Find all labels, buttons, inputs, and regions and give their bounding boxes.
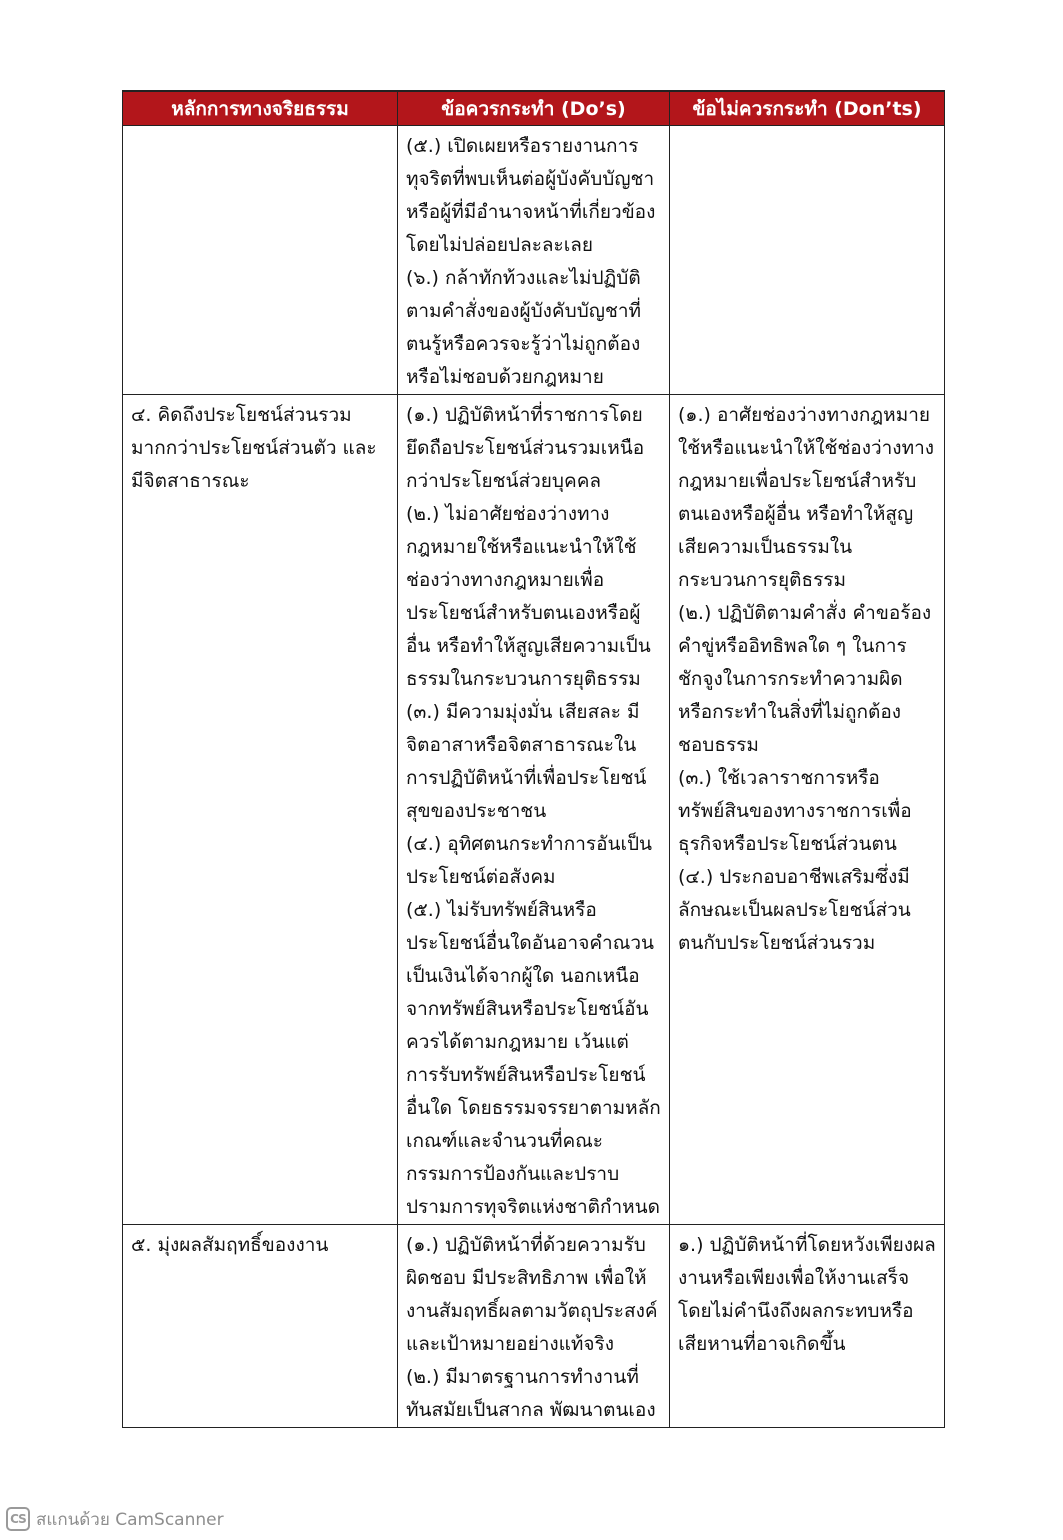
dos-item: (๓.) มีความมุ่งมั่น เสียสละ มีจิตอาสาหรือจิตสาธารณะในการปฏิบัติหน้าที่เพื่อประโยชน์สุขของประชาชน (406, 701, 647, 822)
camscanner-logo-icon: CS (6, 1507, 30, 1531)
donts-item: (๑.) อาศัยช่องว่างทางกฎหมายใช้หรือแนะนำให้ใช้ช่องว่างทางกฎหมายเพื่อประโยชน์สำหรับตนเองหรือผู้อื่น หรือทำให้สูญเสียความเป็นธรรมในกระบวนการยุติธรรม (678, 404, 935, 591)
table-row (123, 1225, 945, 1428)
dos-cell (398, 395, 670, 1225)
donts-cell (670, 395, 945, 1225)
donts-item: (๒.) ปฏิบัติตามคำสั่ง คำขอร้อง คำขู่หรืออิทธิพลใด ๆ ในการชักจูงในการกระทำความผิดหรือกระทำในสิ่งที่ไม่ถูกต้องชอบธรรม (678, 602, 932, 756)
dos-item: (๕.) ไม่รับทรัพย์สินหรือประโยชน์อื่นใดอันอาจคำณวนเป็นเงินได้จากผู้ใด นอกเหนือจากทรัพย์สินหรือประโยชน์อันควรได้ตามกฎหมาย เว้นแต่การรับทรัพย์สินหรือประโยชน์อื่นใด โดยธรรมจรรยาตามหลักเกณฑ์และจำนวนที่คณะกรรมการป้องกันและปราบปรามการทุจริตแห่งชาติกำหนด (406, 899, 661, 1218)
header-principle: หลักการทางจริยธรรม (123, 91, 398, 126)
watermark-text: สแกนด้วย CamScanner (36, 1509, 224, 1530)
dos-cell (398, 1225, 670, 1428)
donts-item: (๓.) ใช้เวลาราชการหรือทรัพย์สินของทางราชการเพื่อธุรกิจหรือประโยชน์ส่วนตน (678, 767, 912, 855)
dos-item: (๖.) กล้าทักท้วงและไม่ปฏิบัติตามคำสั่งของผู้บังคับบัญชาที่ตนรู้หรือควรจะรู้ว่าไม่ถูกต้อง หรือไม่ชอบด้วยกฎหมาย (406, 267, 642, 388)
dos-item: (๔.) อุทิศตนกระทำการอันเป็นประโยชน์ต่อสังคม (406, 833, 653, 888)
principle-cell (123, 126, 398, 395)
dos-item: (๑.) ปฏิบัติหน้าที่ด้วยความรับผิดชอบ มีประสิทธิภาพ เพื่อให้งานสัมฤทธิ์ผลตามวัตถุประสงค์และเป้าหมายอย่างแท้จริง (406, 1234, 658, 1355)
dos-item: (๕.) เปิดเผยหรือรายงานการทุจริตที่พบเห็นต่อผู้บังคับบัญชาหรือผู้ที่มีอำนาจหน้าที่เกี่ยวข้องโดยไม่ปล่อยปละละเลย (406, 135, 656, 256)
dos-item: (๑.) ปฏิบัติหน้าที่ราชการโดยยึดถือประโยชน์ส่วนรวมเหนือกว่าประโยชน์ส่วยบุคคล (406, 404, 645, 492)
donts-cell (670, 1225, 945, 1428)
dos-item: (๒.) ไม่อาศัยช่องว่างทางกฎหมายใช้หรือแนะนำให้ใช้ช่องว่างทางกฎหมายเพื่อประโยชน์สำหรับตนเองหรือผู้อื่น หรือทำให้สูญเสียความเป็นธรรมในกระบวนการยุติธรรม (406, 503, 651, 690)
table-row (123, 126, 945, 395)
donts-item: (๔.) ประกอบอาชีพเสริมซึ่งมีลักษณะเป็นผลประโยชน์ส่วนตนกับประโยชน์ส่วนรวม (678, 866, 911, 954)
table-header-row (123, 91, 945, 126)
camscanner-watermark (6, 1506, 224, 1532)
header-dos: ข้อควรกระทำ (Do’s) (398, 91, 670, 126)
donts-item: ๑.) ปฏิบัติหน้าที่โดยหวังเพียงผลงานหรือเพียงเพื่อให้งานเสร็จโดยไม่คำนึงถึงผลกระทบหรือเสียหานที่อาจเกิดขึ้น (678, 1234, 936, 1355)
principle-cell: ๔. คิดถึงประโยชน์ส่วนรวมมากกว่าประโยชน์ส่วนตัว และมีจิตสาธารณะ (123, 395, 398, 1225)
dos-item: (๒.) มีมาตรฐานการทำงานที่ทันสมัยเป็นสากล พัฒนาตนเอง (406, 1366, 656, 1421)
principle-cell: ๕. มุ่งผลสัมฤทธิ์ของงาน (123, 1225, 398, 1428)
table-row (123, 395, 945, 1225)
donts-cell (670, 126, 945, 395)
header-donts: ข้อไม่ควรกระทำ (Don’ts) (670, 91, 945, 126)
ethics-table (122, 90, 945, 1428)
dos-cell (398, 126, 670, 395)
